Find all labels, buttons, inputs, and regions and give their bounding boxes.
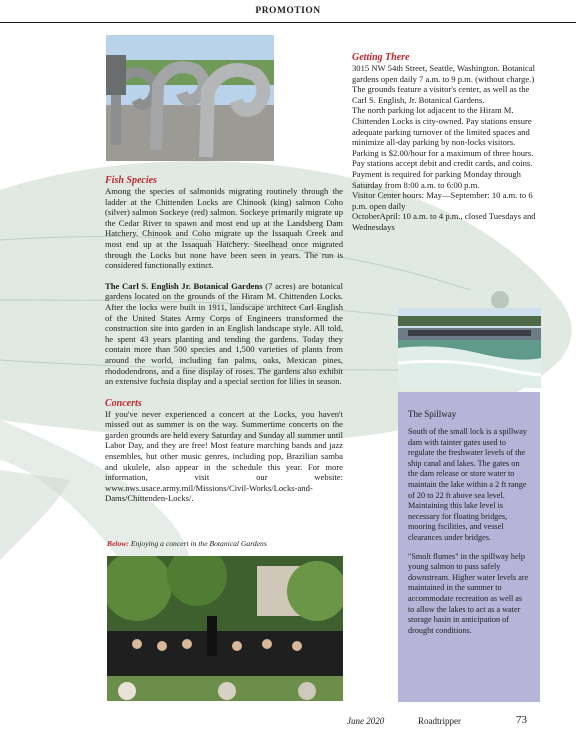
gardens-lead: The Carl S. English Jr. Botanical Gardens — [105, 280, 263, 291]
gardens-paragraph — [105, 281, 343, 387]
concerts-body: If you've never experienced a concert at the Locks, you haven't missed out as summer is on the way. Summertime concerts on the garden grounds are held every Saturday and Sunday all summer until Labor Day, and they are free! Most feature marching bands and jazz ensembles, but other music genres, including pop, Brazilian samba and ukulele, also appear in the schedule this year. For more information, visit our website: www.nws.usace.army.mil/Missions/Civil-Works/Locks-and-Dams/Chittenden-Locks/. — [105, 408, 343, 504]
section-header — [0, 0, 576, 23]
getting-there-line: The north parking lot adjacent to the Hiram M. Chittenden Locks is city-owned. Pay stations ensure adequate parking turnover of the limited spaces and minimize all-day parking by non-locks visitors. — [352, 105, 532, 148]
spillway-paragraph-2: "Smolt flumes" in the spillway help young salmon to pass safely downstream. Higher water levels are maintained in the summer to accommodate recreation as well as to allow the lakes to act as a water storage basin in anticipation of drought conditions. — [408, 551, 529, 635]
getting-there-line: The grounds feature a visitor's center, as well as the Carl S. English, Jr. Botanical Gardens. — [352, 84, 530, 105]
caption-label: Below: — [107, 539, 129, 548]
footer-magazine: Roadtripper — [418, 716, 461, 726]
concert-photo — [107, 556, 343, 701]
left-column — [105, 175, 343, 504]
photo-caption — [107, 539, 267, 548]
getting-there-line: OctoberApril: 10 a.m. to 4 p.m., closed Tuesdays and Wednesdays — [352, 211, 536, 232]
concerts-title: Concerts — [105, 397, 142, 409]
fish-species-body: Among the species of salmonids migrating routinely through the ladder at the Chittenden Locks are Chinook (king) salmon Coho (silver) salmon Sockeye (red) salmon. Sockeye primarily migrate up the Cedar River to spawn and most end up at the Landsberg Dam Hatchery. Chinook and Coho migrate up the Issaquah Creek and most end up at the Issaquah Hatchery. Steelhead once migrated through the Locks but none have been seen in years. The run is considered functionally extinct. — [105, 186, 343, 271]
spillway-title: The Spillway — [408, 409, 457, 419]
getting-there-line: Visitor Center hours: May—September: 10 a.m. to 6 p.m. open daily — [352, 190, 533, 211]
getting-there-line: 3015 NW 54th Street, Seattle, Washington. Botanical gardens open daily 7 a.m. to 9 p.m. (without charge.) — [352, 63, 536, 84]
getting-there-title: Getting There — [352, 52, 410, 63]
caption-text: Enjoying a concert in the Botanical Gardens — [128, 539, 267, 548]
spillway-sidebar — [398, 392, 540, 702]
getting-there-line: Parking is $2.00/hour for a maximum of three hours. Pay stations accept debit and credit cards, and coins. Payment is required for parking Monday through Saturday from 8:00 a.m. to 6:00 p.m. — [352, 147, 534, 190]
header-label: PROMOTION — [255, 6, 321, 16]
sculpture-photo — [106, 35, 274, 161]
gardens-body: (7 acres) are botanical gardens located on the grounds of the Hiram M. Chittenden Locks. After the locks were built in 1911, landscape architect Carl English of the United States Army Corps of Engineers transformed the construction site into garden in an English landscape style. All told, he spent 43 years planting and tending the gardens. Today they contain more than 500 species and 1,500 varieties of plants from around the world, including fan palms, oaks, Mexican pines, rhododendrons, and a fine display of roses. The gardens also exhibit an extensive fuchsia display and a special section for lilies in season. — [105, 280, 343, 387]
page-number: 73 — [516, 714, 527, 726]
getting-there-column — [352, 52, 544, 233]
spillway-photo — [398, 308, 541, 388]
footer-date: June 2020 — [347, 716, 385, 726]
fish-species-title: Fish Species — [105, 175, 157, 186]
spillway-paragraph-1: South of the small lock is a spillway dam with tainter gates used to regulate the freshwater levels of the ship canal and lakes. The gates on the dam release or store water to maintain the lake within a 2 ft range of 20 to 22 ft above sea level. Maintaining this lake level is necessary for floating bridges, mooring fscilities, and vessel clearances under bridges. — [408, 427, 527, 542]
